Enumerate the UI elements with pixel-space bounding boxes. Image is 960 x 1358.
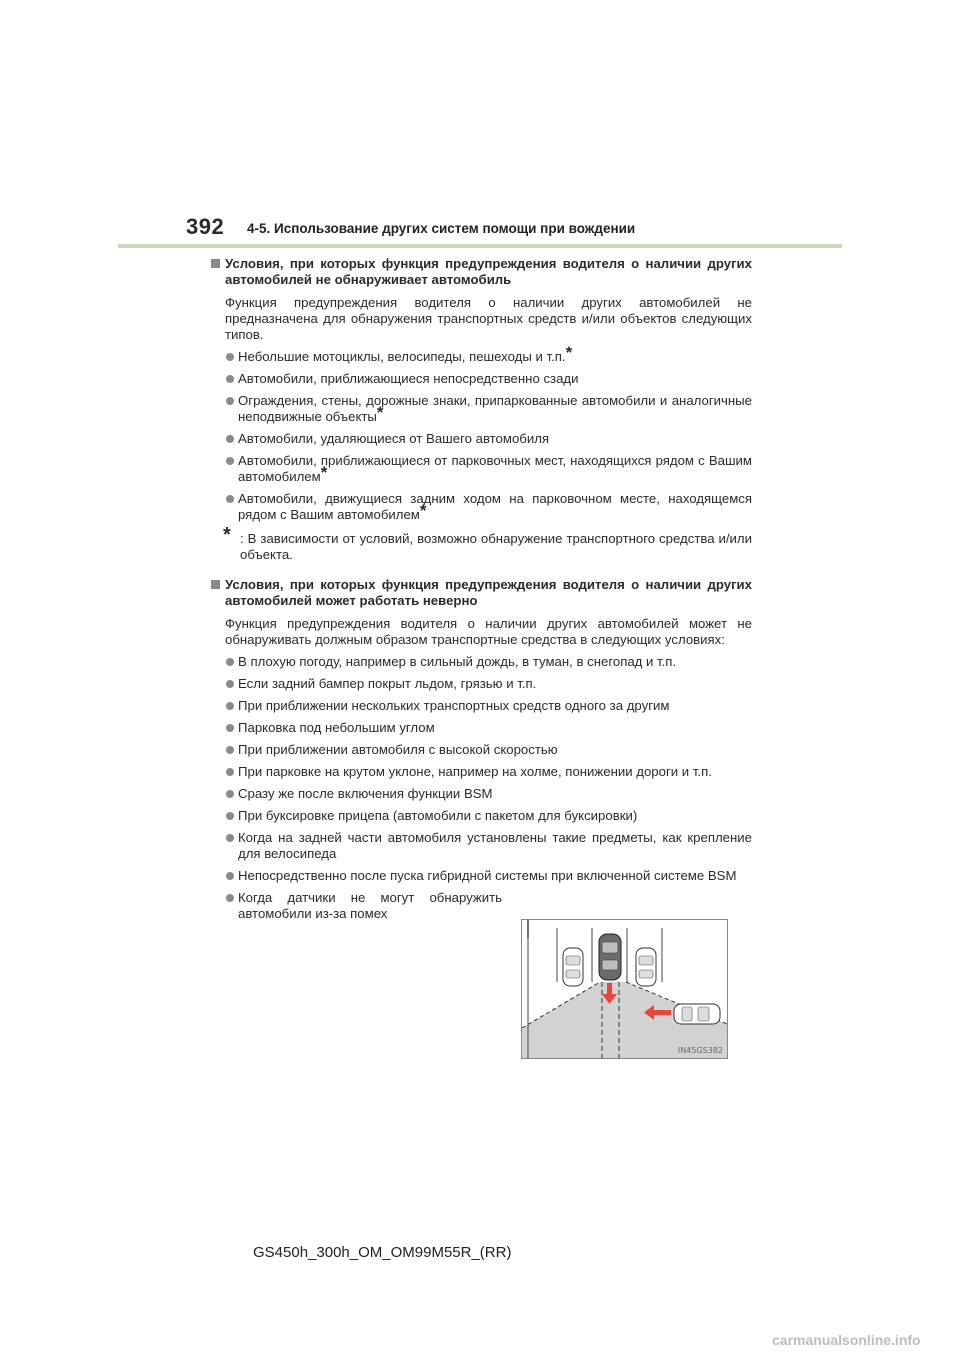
own-car	[599, 934, 621, 980]
bullet-dot-icon	[226, 457, 234, 465]
footnote-star: *	[419, 501, 427, 520]
bullet-dot-icon	[226, 495, 234, 503]
bullet-dot-icon	[226, 768, 234, 776]
footnote-star: *	[320, 463, 328, 482]
parking-diagram	[521, 919, 728, 1059]
page-content	[210, 256, 752, 928]
list-item: В плохую погоду, например в сильный дождь, в туман, в снегопад и т.п.	[210, 654, 752, 670]
page-number: 392	[186, 214, 225, 239]
bullet-dot-icon	[226, 397, 234, 405]
bullet-dot-icon	[226, 435, 234, 443]
watermark: carmanualsonline.info	[772, 1332, 921, 1348]
list-item: Автомобили, приближающиеся непосредственно сзади	[210, 371, 752, 387]
section2-intro: Функция предупреждения водителя о наличии других автомобилей может не обнаруживать должным образом транспортные средства в следующих условиях:	[225, 616, 752, 647]
list-item: При приближении автомобиля с высокой скоростью	[210, 742, 752, 758]
parked-car-right	[636, 948, 656, 986]
section1-list	[210, 343, 752, 523]
footnote: * : В зависимости от условий, возможно обнаружение транспортного средства и/или объекта.	[223, 524, 752, 562]
list-item: Если задний бампер покрыт льдом, грязью и т.п.	[210, 676, 752, 692]
list-item: Непосредственно после пуска гибридной системы при включенной системе BSM	[210, 868, 752, 884]
bullet-dot-icon	[226, 872, 234, 880]
list-item: Когда на задней части автомобиля установлены такие предметы, как крепление для велосипеда	[210, 830, 752, 862]
bullet-dot-icon	[226, 812, 234, 820]
list-item: Парковка под небольшим углом	[210, 720, 752, 736]
approaching-car	[674, 1004, 720, 1024]
footnote-star: *	[376, 403, 384, 422]
header-rule	[118, 244, 842, 248]
bullet-dot-icon	[226, 680, 234, 688]
bullet-dot-icon	[226, 724, 234, 732]
list-item: Сразу же после включения функции BSM	[210, 786, 752, 802]
section2-heading: Условия, при которых функция предупреждения водителя о наличии других автомобилей может работать неверно	[210, 577, 752, 609]
document-code: GS450h_300h_OM_OM99M55R_(RR)	[253, 1244, 512, 1261]
list-item: Небольшие мотоциклы, велосипеды, пешеходы и т.п.*	[210, 349, 752, 365]
list-item: Автомобили, движущиеся задним ходом на парковочном месте, находящемся рядом с Вашим автомобилем*	[210, 491, 752, 523]
bullet-dot-icon	[226, 894, 234, 902]
bullet-dot-icon	[226, 375, 234, 383]
list-item: При парковке на крутом уклоне, например на холме, понижении дороги и т.п.	[210, 764, 752, 780]
bullet-dot-icon	[226, 790, 234, 798]
bullet-dot-icon	[226, 353, 234, 361]
square-bullet-icon	[211, 259, 220, 268]
bullet-dot-icon	[226, 658, 234, 666]
footnote-star: *	[223, 524, 231, 546]
list-item: Автомобили, удаляющиеся от Вашего автомобиля	[210, 431, 752, 447]
bullet-dot-icon	[226, 746, 234, 754]
list-item: Ограждения, стены, дорожные знаки, припаркованные автомобили и аналогичные неподвижные объекты*	[210, 393, 752, 425]
parking-illustration	[522, 920, 727, 1058]
list-item: Когда датчики не могут обнаружить автомобили из-за помех	[210, 890, 502, 922]
diagram-code: IN45GS382	[677, 1046, 723, 1055]
list-item: При приближении нескольких транспортных средств одного за другим	[210, 698, 752, 714]
bullet-dot-icon	[226, 702, 234, 710]
list-item: Автомобили, приближающиеся от парковочных мест, находящихся рядом с Вашим автомобилем*	[210, 453, 752, 485]
section2-list	[210, 654, 752, 922]
section-title: 4-5. Использование других систем помощи при вождении	[247, 221, 636, 236]
square-bullet-icon	[211, 580, 220, 589]
bullet-dot-icon	[226, 834, 234, 842]
footnote-star: *	[565, 343, 573, 362]
parked-car-left	[563, 948, 583, 986]
section1-intro: Функция предупреждения водителя о наличии других автомобилей не предназначена для обнаружения транспортных средств и/или объектов следующих типов.	[225, 295, 752, 342]
list-item: При буксировке прицепа (автомобили с пакетом для буксировки)	[210, 808, 752, 824]
section1-heading: Условия, при которых функция предупреждения водителя о наличии других автомобилей не обнаруживает автомобиль	[210, 256, 752, 288]
